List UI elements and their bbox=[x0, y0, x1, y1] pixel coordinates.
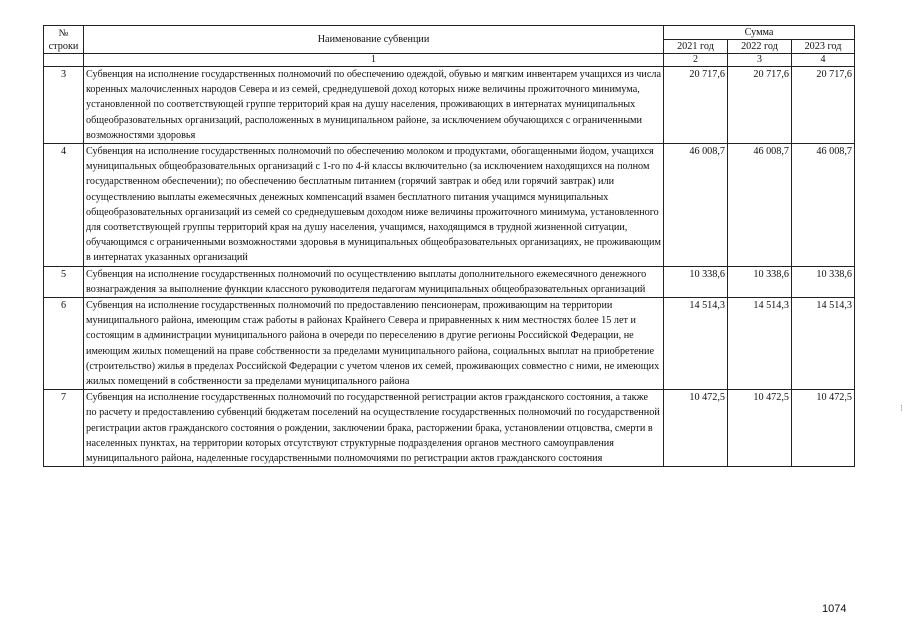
table-row bbox=[44, 298, 855, 390]
amount-2023: 20 717,6 bbox=[792, 67, 855, 144]
amount-2022: 10 338,6 bbox=[728, 266, 792, 297]
header-num-word: строки bbox=[48, 40, 79, 52]
subvention-name: Субвенция на исполнение государственных полномочий по обеспечению молоком и продуктами, обогащенными йодом, учащихся муниципальных общеобразовательных организаций с 1-го по 4-й классы включительно (за исключением находящихся на полном государственном обеспечении); по обеспечению бесплатным питанием (горячий завтрак и обед или горячий завтрак) или осуществлению выплаты ежемесячных денежных компенсаций взамен бесплатного питания учащимся муниципальных общеобразовательных организаций из семей со среднедушевым доходом ниже величины прожиточного минимума, установленного для соответствующей группы территорий края на душу населения, учащимся, находящимся в трудной жизненной ситуации, обучающимся с ограниченными возможностями здоровья в муниципальных общеобразовательных организациях, не проживающим в интернатах указанных организаций bbox=[84, 144, 664, 267]
page-number: 1074 bbox=[822, 603, 847, 615]
row-number: 3 bbox=[44, 67, 84, 144]
table-row bbox=[44, 67, 855, 144]
header-num-symbol: № bbox=[58, 27, 69, 39]
subvention-table bbox=[43, 25, 855, 467]
amount-2021: 14 514,3 bbox=[664, 298, 728, 390]
column-index bbox=[44, 54, 84, 67]
amount-2021: 10 472,5 bbox=[664, 390, 728, 467]
header-year-2023: 2023 год bbox=[792, 40, 855, 54]
table-row bbox=[44, 266, 855, 297]
subvention-name: Субвенция на исполнение государственных полномочий по государственной регистрации актов гражданского состояния, а также по расчету и предоставлению субвенций бюджетам поселений на осуществление государственных полномочий по государственной регистрации актов гражданского состояния о рождении, заключении брака, расторжении брака, установлении отцовства, смерти в населенных пунктах, на территории которых отсутствуют структурные подразделения органов местного самоуправления муниципального района, наделенные государственными полномочиями по регистрации актов гражданского состояния bbox=[84, 390, 664, 467]
header-year-2021: 2021 год bbox=[664, 40, 728, 54]
column-index: 3 bbox=[728, 54, 792, 67]
header-row-number bbox=[44, 26, 84, 54]
column-index: 2 bbox=[664, 54, 728, 67]
table-row bbox=[44, 390, 855, 467]
row-number: 6 bbox=[44, 298, 84, 390]
amount-2022: 46 008,7 bbox=[728, 144, 792, 267]
header-subvention-name: Наименование субвенции bbox=[84, 26, 664, 54]
amount-2022: 14 514,3 bbox=[728, 298, 792, 390]
amount-2021: 20 717,6 bbox=[664, 67, 728, 144]
amount-2023: 10 472,5 bbox=[792, 390, 855, 467]
scan-edge-mark: ⁝ bbox=[900, 403, 903, 413]
row-number: 5 bbox=[44, 266, 84, 297]
table-row bbox=[44, 144, 855, 267]
subvention-name: Субвенция на исполнение государственных полномочий по предоставлению пенсионерам, проживающим на территории муниципального района, имеющим стаж работы в районах Крайнего Севера и приравненных к ним местностях более 15 лет и состоящим в администрации муниципального района в очереди по переселению в другие регионы Российской Федерации, не имеющим жилых помещений на праве собственности за пределами муниципального района, социальных выплат на приобретение (строительство) жилья в пределах Российской Федерации с учетом членов их семей, проживающих совместно с ними, не имеющих жилых помещений в собственности за пределами муниципального района bbox=[84, 298, 664, 390]
header-sum: Сумма bbox=[664, 26, 855, 40]
row-number: 4 bbox=[44, 144, 84, 267]
amount-2022: 10 472,5 bbox=[728, 390, 792, 467]
header-year-2022: 2022 год bbox=[728, 40, 792, 54]
column-index: 1 bbox=[84, 54, 664, 67]
amount-2021: 10 338,6 bbox=[664, 266, 728, 297]
subvention-name: Субвенция на исполнение государственных полномочий по осуществлению выплаты дополнительного ежемесячного денежного вознаграждения за выполнение функции классного руководителя педагогам муниципальных общеобразовательных организаций bbox=[84, 266, 664, 297]
subvention-name: Субвенция на исполнение государственных полномочий по обеспечению одеждой, обувью и мягким инвентарем учащихся из числа коренных малочисленных народов Севера и из семей, среднедушевой доход которых ниже величины прожиточного минимума, установленной по соответствующей группе территорий края на душу населения, проживающих в интернатах муниципальных общеобразовательных организаций, расположенных в муниципальном районе, за исключением обучающихся с ограниченными возможностями здоровья bbox=[84, 67, 664, 144]
column-index: 4 bbox=[792, 54, 855, 67]
amount-2021: 46 008,7 bbox=[664, 144, 728, 267]
row-number: 7 bbox=[44, 390, 84, 467]
column-index-row bbox=[44, 54, 855, 67]
amount-2023: 10 338,6 bbox=[792, 266, 855, 297]
amount-2022: 20 717,6 bbox=[728, 67, 792, 144]
amount-2023: 46 008,7 bbox=[792, 144, 855, 267]
amount-2023: 14 514,3 bbox=[792, 298, 855, 390]
